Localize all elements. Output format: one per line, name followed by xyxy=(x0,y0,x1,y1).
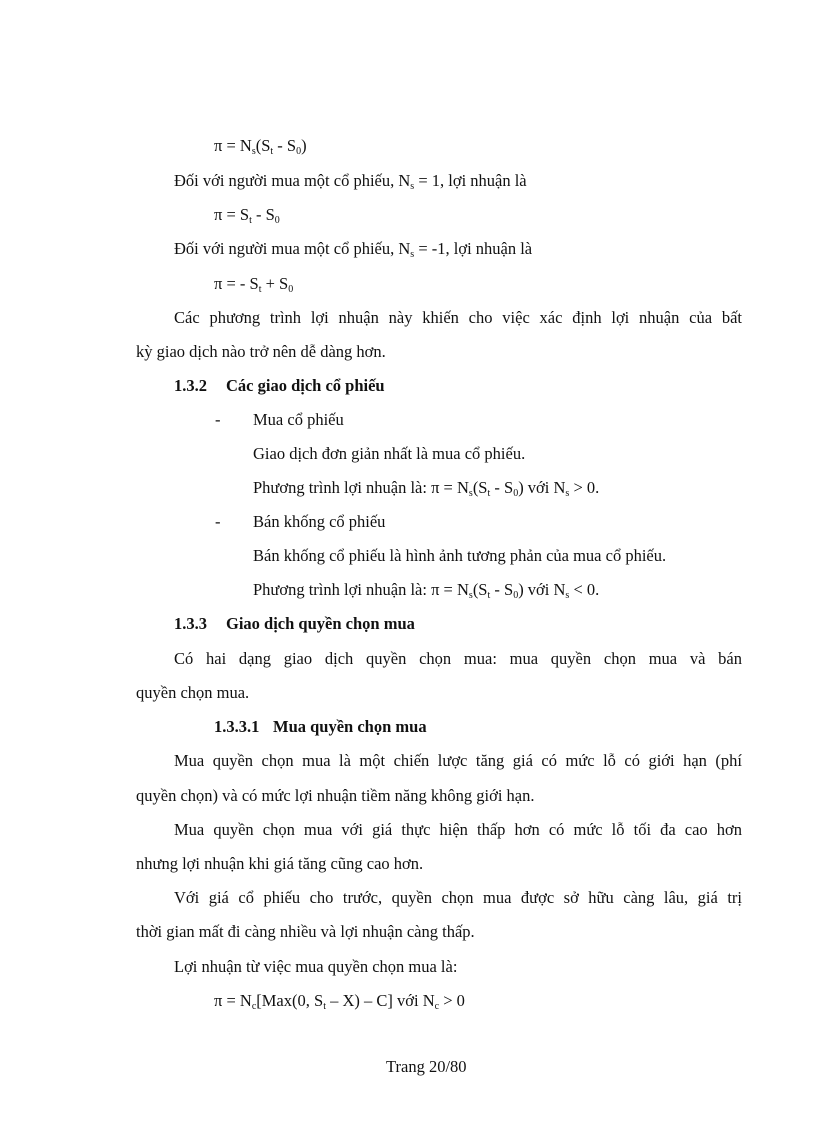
eq-text: < 0. xyxy=(569,580,600,599)
para-text: Đối với người mua một cổ phiếu, N xyxy=(174,239,411,258)
paragraph-1-3-3-line-2: quyền chọn mua. xyxy=(136,683,250,702)
eq-text: [Max(0, S xyxy=(256,991,324,1010)
paragraph-4: Lợi nhuận từ việc mua quyền chọn mua là: xyxy=(174,957,458,976)
eq-subscript: t xyxy=(270,146,274,157)
list-item-short-sell-title: Bán khống cổ phiếu xyxy=(253,512,386,531)
eq-text: π = N xyxy=(214,991,252,1010)
heading-1-3-3-title: Giao dịch quyền chọn mua xyxy=(226,614,415,633)
eq-text: > 0 xyxy=(439,991,465,1010)
list-item-dash: - xyxy=(215,410,221,429)
eq-subscript: s xyxy=(565,590,570,601)
eq-text: Phương trình lợi nhuận là: π = N xyxy=(253,478,469,497)
page-number-footer: Trang 20/80 xyxy=(386,1057,467,1076)
para-text: = -1, lợi nhuận là xyxy=(414,239,533,258)
eq-subscript: c xyxy=(434,1001,440,1012)
paragraph-1-3-3-line-1: Có hai dạng giao dịch quyền chọn mua: mua quyền chọn mua và bán xyxy=(174,649,742,668)
eq-text: (S xyxy=(255,136,271,155)
eq-text: > 0. xyxy=(569,478,600,497)
eq-text: - S xyxy=(251,205,275,224)
heading-1-3-2-title: Các giao dịch cổ phiếu xyxy=(226,376,385,395)
eq-text: ) với N xyxy=(518,580,566,599)
paragraph-equations-line-1: Các phương trình lợi nhuận này khiến cho việc xác định lợi nhuận của bất xyxy=(174,308,742,327)
eq-subscript: t xyxy=(249,215,252,226)
heading-1-3-2-number: 1.3.2 xyxy=(174,376,207,395)
heading-1-3-3-1-title: Mua quyền chọn mua xyxy=(273,717,427,736)
eq-text: - S xyxy=(490,580,514,599)
para-subscript: s xyxy=(410,181,415,192)
paragraph-1-line-2: quyền chọn) và có mức lợi nhuận tiềm năng không giới hạn. xyxy=(136,786,535,805)
eq-subscript: 0 xyxy=(513,488,519,499)
para-text: = 1, lợi nhuận là xyxy=(414,171,527,190)
list-item-buy-stock-text: Giao dịch đơn giản nhất là mua cổ phiếu. xyxy=(253,444,526,463)
list-item-dash: - xyxy=(215,512,221,531)
list-item-buy-stock-title: Mua cổ phiếu xyxy=(253,410,344,429)
list-item-buy-stock-equation xyxy=(253,478,599,498)
eq-subscript: 0 xyxy=(274,215,280,226)
eq-subscript: s xyxy=(251,146,256,157)
eq-text: – X) – C] với N xyxy=(325,991,435,1010)
heading-1-3-3-number: 1.3.3 xyxy=(174,614,207,633)
heading-1-3-3-1-number: 1.3.3.1 xyxy=(214,717,260,736)
eq-text: - S xyxy=(273,136,297,155)
paragraph-3-line-1: Với giá cổ phiếu cho trước, quyền chọn mua được sở hữu càng lâu, giá trị xyxy=(174,888,742,907)
eq-subscript: t xyxy=(487,590,491,601)
eq-subscript: 0 xyxy=(296,146,302,157)
eq-subscript: t xyxy=(258,284,262,295)
para-text: Đối với người mua một cổ phiếu, N xyxy=(174,171,411,190)
equation-buy-call-profit xyxy=(214,991,465,1011)
eq-subscript: 0 xyxy=(288,284,294,295)
eq-subscript: c xyxy=(251,1001,257,1012)
eq-text: ) với N xyxy=(518,478,566,497)
eq-text: π = S xyxy=(214,205,250,224)
paragraph-equations-line-2: kỳ giao dịch nào trở nên dễ dàng hơn. xyxy=(136,342,386,361)
paragraph-seller xyxy=(174,239,532,259)
paragraph-1-line-1: Mua quyền chọn mua là một chiến lược tăng giá có mức lỗ có giới hạn (phí xyxy=(174,751,742,770)
eq-text: + S xyxy=(261,274,289,293)
paragraph-2-line-1: Mua quyền chọn mua với giá thực hiện thấp hơn có mức lỗ tối đa cao hơn xyxy=(174,820,742,839)
list-item-short-sell-equation xyxy=(253,580,599,600)
equation-profit-general xyxy=(214,136,307,156)
eq-text: - S xyxy=(490,478,514,497)
equation-profit-seller xyxy=(214,274,293,294)
para-subscript: s xyxy=(410,249,415,260)
eq-text: Phương trình lợi nhuận là: π = N xyxy=(253,580,469,599)
eq-subscript: s xyxy=(468,488,473,499)
eq-subscript: t xyxy=(323,1001,326,1012)
eq-text: π = N xyxy=(214,136,252,155)
eq-subscript: s xyxy=(565,488,570,499)
eq-subscript: s xyxy=(468,590,473,601)
paragraph-3-line-2: thời gian mất đi càng nhiều và lợi nhuận càng thấp. xyxy=(136,922,475,941)
eq-subscript: 0 xyxy=(513,590,519,601)
eq-text: π = - S xyxy=(214,274,259,293)
paragraph-buyer xyxy=(174,171,527,191)
eq-text: (S xyxy=(472,478,488,497)
equation-profit-buyer xyxy=(214,205,280,225)
eq-text: ) xyxy=(301,136,307,155)
list-item-short-sell-text: Bán khống cổ phiếu là hình ảnh tương phản của mua cổ phiếu. xyxy=(253,546,667,565)
paragraph-2-line-2: nhưng lợi nhuận khi giá tăng cũng cao hơn. xyxy=(136,854,424,873)
eq-text: (S xyxy=(472,580,488,599)
eq-subscript: t xyxy=(487,488,491,499)
